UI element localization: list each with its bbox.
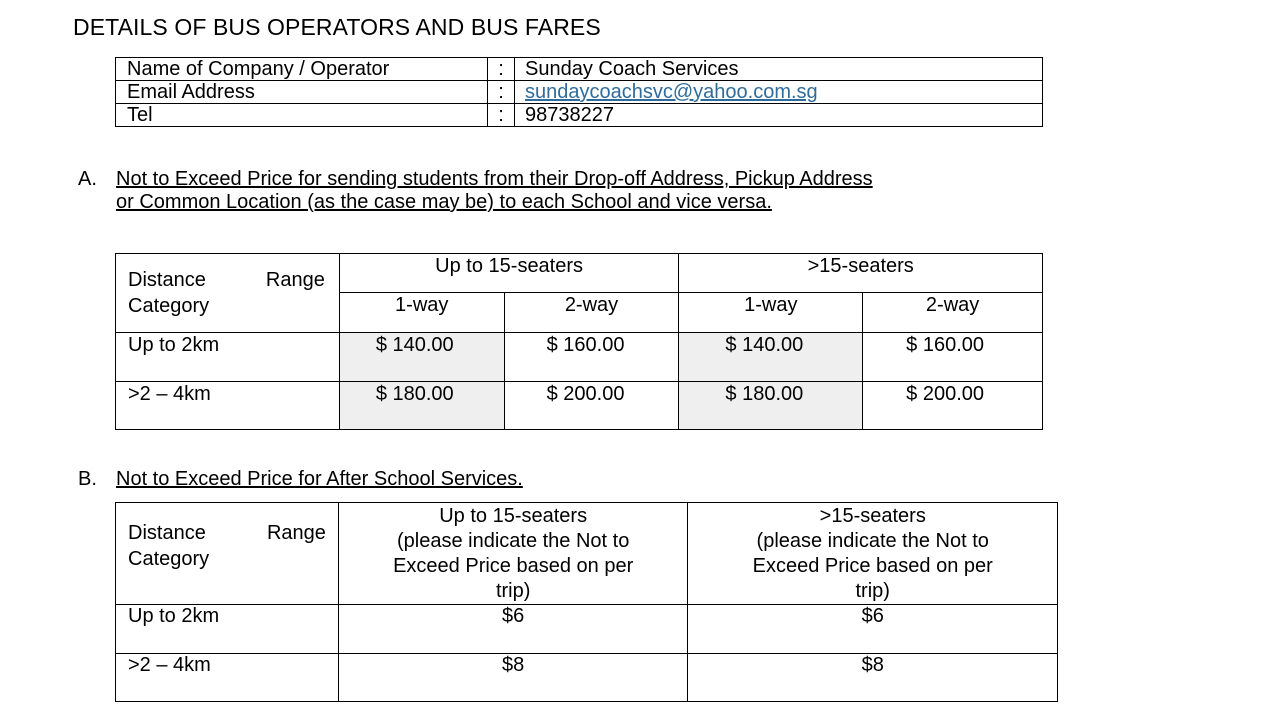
price-cell: $ 140.00	[339, 333, 504, 382]
subheader-1-way: 1-way	[679, 293, 863, 333]
price-cell: $6	[688, 605, 1058, 654]
price-cell: $ 140.00	[679, 333, 863, 382]
fares-table-b	[115, 502, 1058, 702]
table-header-row	[116, 503, 1058, 605]
email-link[interactable]: sundaycoachsvc@yahoo.com.sg	[525, 81, 818, 103]
table-row	[116, 605, 1058, 654]
table-row	[116, 104, 1043, 127]
table-header-row	[116, 254, 1043, 293]
distance-range-category-header: Distance Range Category	[116, 254, 340, 333]
table-row	[116, 58, 1043, 81]
email-label: Email Address	[116, 81, 488, 104]
price-cell: $ 200.00	[863, 382, 1043, 430]
section-b-line-1: Not to Exceed Price for After School Services.	[116, 468, 523, 490]
tel-value: 98738227	[515, 104, 1043, 127]
price-cell: $ 160.00	[863, 333, 1043, 382]
price-cell: $8	[338, 654, 688, 702]
price-cell: $ 200.00	[504, 382, 679, 430]
company-name-label: Name of Company / Operator	[116, 58, 488, 81]
tel-label: Tel	[116, 104, 488, 127]
section-a-line-2: or Common Location (as the case may be) to each School and vice versa.	[116, 191, 772, 213]
table-row	[116, 333, 1043, 382]
separator: :	[488, 58, 515, 81]
distance-range-category-header: Distance Range Category	[116, 503, 339, 605]
table-row	[116, 654, 1058, 702]
category-cell: >2 – 4km	[116, 654, 339, 702]
operator-details-table	[115, 57, 1043, 127]
header-over-15-seaters: >15-seaters (please indicate the Not to Exceed Price based on per trip)	[688, 503, 1058, 605]
price-cell: $ 180.00	[679, 382, 863, 430]
section-a-line-1: Not to Exceed Price for sending students from their Drop-off Address, Pickup Address	[116, 168, 873, 190]
category-cell: Up to 2km	[116, 605, 339, 654]
subheader-2-way: 2-way	[863, 293, 1043, 333]
fares-table-a	[115, 253, 1043, 430]
price-cell: $8	[688, 654, 1058, 702]
section-b-heading	[78, 468, 523, 491]
email-cell	[515, 81, 1043, 104]
group-header-up-to-15-seaters: Up to 15-seaters	[339, 254, 679, 293]
group-header-over-15-seaters: >15-seaters	[679, 254, 1043, 293]
price-cell: $6	[338, 605, 688, 654]
category-cell: >2 – 4km	[116, 382, 340, 430]
header-up-to-15-seaters: Up to 15-seaters (please indicate the Not to Exceed Price based on per trip)	[338, 503, 688, 605]
subheader-1-way: 1-way	[339, 293, 504, 333]
section-a-heading	[78, 168, 873, 214]
price-cell: $ 160.00	[504, 333, 679, 382]
category-cell: Up to 2km	[116, 333, 340, 382]
table-row	[116, 81, 1043, 104]
separator: :	[488, 104, 515, 127]
table-row	[116, 382, 1043, 430]
separator: :	[488, 81, 515, 104]
section-b-letter: B.	[78, 468, 97, 490]
section-a-letter: A.	[78, 168, 97, 190]
company-name-value: Sunday Coach Services	[515, 58, 1043, 81]
price-cell: $ 180.00	[339, 382, 504, 430]
page-title: DETAILS OF BUS OPERATORS AND BUS FARES	[73, 14, 601, 40]
subheader-2-way: 2-way	[504, 293, 679, 333]
